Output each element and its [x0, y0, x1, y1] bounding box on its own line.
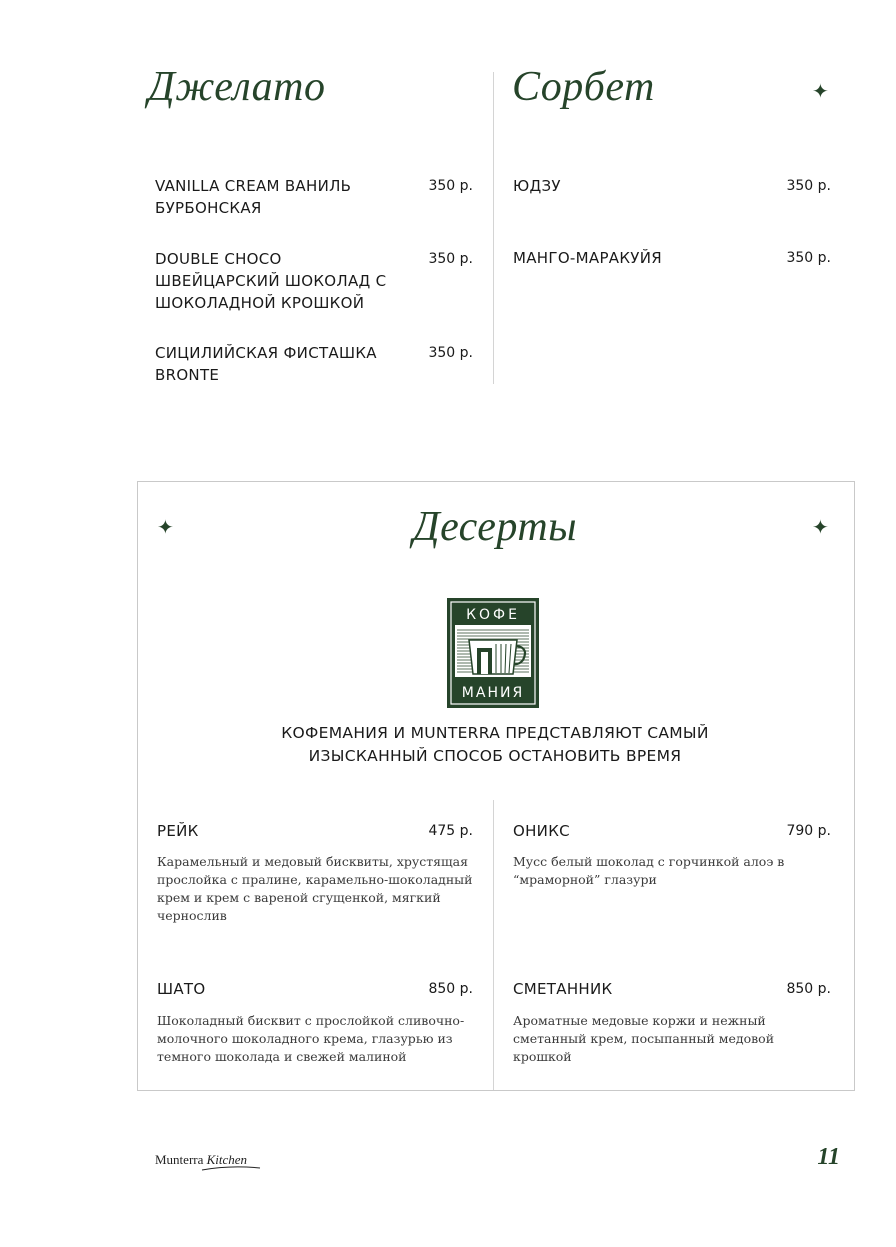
menu-item-price: 350 р. — [428, 345, 473, 361]
coffee-cup-logo — [447, 598, 539, 708]
sparkle-star-icon: ✦ — [812, 81, 829, 103]
logo-text-top: КОФЕ — [466, 607, 520, 623]
menu-item-price: 350 р. — [428, 251, 473, 267]
dessert-description: Мусс белый шоколад с горчинкой алоэ в “мраморной” глазури — [513, 854, 785, 887]
column-divider — [493, 72, 494, 384]
dessert-name: РЕЙК — [157, 822, 199, 840]
sparkle-star-icon: ✦ — [157, 517, 174, 539]
dessert-price: 790 р. — [786, 823, 831, 839]
gelato-title: Джелато — [148, 64, 326, 110]
menu-item-name: МАНГО-МАРАКУЙЯ — [513, 249, 662, 267]
dessert-price: 850 р. — [786, 981, 831, 997]
desserts-title: Десерты — [412, 504, 578, 550]
menu-item-price: 350 р. — [786, 250, 831, 266]
menu-item-name: DOUBLE CHOCO ШВЕЙЦАРСКИЙ ШОКОЛАД С ШОКОЛАДНОЙ КРОШКОЙ — [155, 250, 387, 312]
dessert-description: Карамельный и медовый бисквиты, хрустящая прослойка с пралине, карамельно-шоколадный крем и крем с вареной сгущенкой, мягкий чернослив — [157, 854, 473, 923]
menu-item-price: 350 р. — [428, 178, 473, 194]
dessert-price: 475 р. — [428, 823, 473, 839]
page-number: 11 — [817, 1144, 840, 1170]
footer-brand-left: Munterra — [155, 1152, 204, 1167]
menu-item-price: 350 р. — [786, 178, 831, 194]
logo-text-bottom: МАНИЯ — [461, 685, 525, 701]
dessert-name: СМЕТАННИК — [513, 980, 613, 998]
dessert-price: 850 р. — [428, 981, 473, 997]
coffeemania-logo — [447, 598, 539, 708]
dessert-description: Ароматные медовые коржи и нежный сметанный крем, посыпанный медовой крошкой — [513, 1013, 775, 1064]
dessert-column-divider — [493, 800, 494, 1090]
dessert-name: ШАТО — [157, 980, 206, 998]
sorbet-title: Сорбет — [512, 64, 655, 110]
dessert-description: Шоколадный бисквит с прослойкой сливочно-молочного шоколадного крема, глазурью из темного шоколада и свежей малиной — [157, 1013, 465, 1064]
footer-underline-swash — [200, 1164, 262, 1172]
sparkle-star-icon: ✦ — [812, 517, 829, 539]
footer-brand-right: Kitchen — [206, 1152, 248, 1167]
tagline-line-1: КОФЕМАНИЯ И MUNTERRA ПРЕДСТАВЛЯЮТ САМЫЙ — [281, 724, 709, 742]
menu-item-name: СИЦИЛИЙСКАЯ ФИСТАШКА BRONTE — [155, 344, 377, 384]
menu-item-name: VANILLA CREAM ВАНИЛЬ БУРБОНСКАЯ — [155, 177, 352, 217]
dessert-name: ОНИКС — [513, 822, 570, 840]
tagline-line-2: ИЗЫСКАННЫЙ СПОСОБ ОСТАНОВИТЬ ВРЕМЯ — [308, 747, 682, 765]
menu-item-name: ЮДЗУ — [513, 177, 561, 195]
